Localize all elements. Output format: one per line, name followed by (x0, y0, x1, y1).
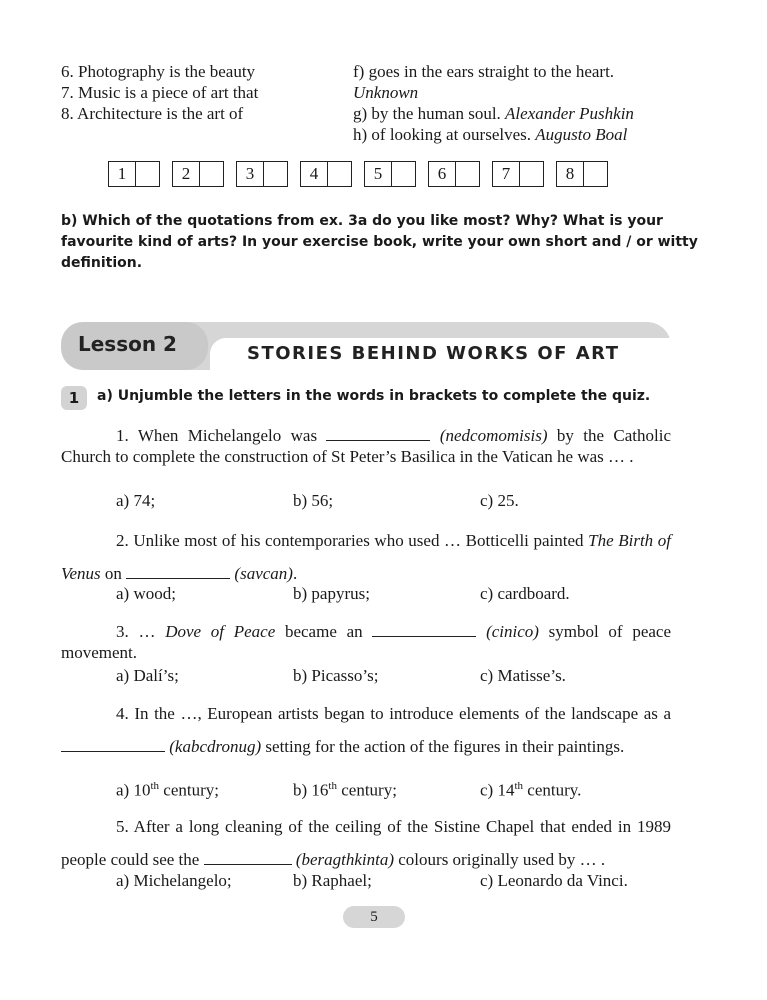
answer-pair-7 (492, 161, 544, 187)
exercise-instruction: a) Unjumble the letters in the words in brackets to complete the quiz. (97, 388, 651, 404)
page-number: 5 (343, 906, 405, 928)
answer-box[interactable] (456, 161, 480, 187)
answer-pair-2 (172, 161, 224, 187)
option-a[interactable]: a) Dalí’s; (116, 666, 179, 685)
option-c[interactable]: c) cardboard. (480, 584, 570, 603)
option-c[interactable]: c) 25. (480, 491, 519, 510)
answer-box[interactable] (520, 161, 544, 187)
question-2: 2. Unlike most of his contemporaries who used … Botticelli painted The Birth of Venus on (savcan). (61, 531, 671, 583)
question-1: 1. When Michelangelo was (nedcomomisis) by the Catholic Church to complete the construction of St Peter’s Basilica in the Vatican he was … . (61, 426, 671, 466)
answer-box[interactable] (200, 161, 224, 187)
answer-number: 1 (108, 161, 136, 187)
answer-pair-6 (428, 161, 480, 187)
answer-number: 6 (428, 161, 456, 187)
option-b[interactable]: b) Raphael; (293, 871, 372, 890)
option-c[interactable]: c) Leonardo da Vinci. (480, 871, 628, 890)
answer-number: 7 (492, 161, 520, 187)
match-right-g: g) by the human soul. Alexander Pushkin (353, 104, 634, 123)
option-a[interactable]: a) Michelangelo; (116, 871, 232, 890)
answer-number: 8 (556, 161, 584, 187)
question-3: 3. … Dove of Peace became an (cinico) symbol of peace movement. (61, 622, 671, 662)
option-a[interactable]: a) wood; (116, 584, 176, 603)
match-left-8: 8. Architecture is the art of (61, 104, 244, 123)
answer-grid (108, 161, 620, 187)
task-b-instruction: b) Which of the quotations from ex. 3a do you like most? Why? What is your favourite kind of arts? In your exercise book, write your own short and / or witty definition. (61, 213, 698, 271)
answer-box[interactable] (392, 161, 416, 187)
answer-pair-5 (364, 161, 416, 187)
option-c[interactable]: c) 14th century. (480, 780, 582, 800)
blank-line[interactable] (126, 564, 230, 579)
blank-line[interactable] (372, 622, 476, 637)
lesson-title: STORIES BEHIND WORKS OF ART (247, 343, 620, 364)
question-4: 4. In the …, European artists began to introduce elements of the landscape as a (kabcdronug) setting for the action of the figures in their paintings. (61, 697, 671, 763)
question-5: 5. After a long cleaning of the ceiling of the Sistine Chapel that ended in 1989 people could see the (beragthkinta) colours originally used by … . (61, 817, 671, 869)
blank-line[interactable] (204, 850, 292, 865)
blank-line[interactable] (326, 426, 430, 441)
option-b[interactable]: b) Picasso’s; (293, 666, 379, 685)
match-right-f-author: Unknown (353, 83, 419, 102)
match-right-h: h) of looking at ourselves. Augusto Boal (353, 125, 628, 144)
answer-number: 5 (364, 161, 392, 187)
answer-pair-1 (108, 161, 160, 187)
option-a[interactable]: a) 74; (116, 491, 156, 510)
answer-pair-3 (236, 161, 288, 187)
match-left-7: 7. Music is a piece of art that (61, 83, 259, 102)
match-right-f: f) goes in the ears straight to the heart. (353, 62, 615, 81)
answer-box[interactable] (264, 161, 288, 187)
answer-number: 2 (172, 161, 200, 187)
answer-box[interactable] (328, 161, 352, 187)
option-b[interactable]: b) 16th century; (293, 780, 397, 800)
author-boal: Augusto Boal (535, 125, 628, 144)
option-b[interactable]: b) 56; (293, 491, 334, 510)
blank-line[interactable] (61, 737, 165, 752)
author-pushkin: Alexander Pushkin (505, 104, 634, 123)
option-a[interactable]: a) 10th century; (116, 780, 219, 800)
match-left-6: 6. Photography is the beauty (61, 62, 256, 81)
answer-number: 4 (300, 161, 328, 187)
option-c[interactable]: c) Matisse’s. (480, 666, 566, 685)
answer-box[interactable] (136, 161, 160, 187)
lesson-label: Lesson 2 (78, 332, 177, 356)
answer-pair-8 (556, 161, 608, 187)
answer-number: 3 (236, 161, 264, 187)
option-b[interactable]: b) papyrus; (293, 584, 370, 603)
answer-pair-4 (300, 161, 352, 187)
answer-box[interactable] (584, 161, 608, 187)
exercise-number-badge: 1 (61, 386, 87, 410)
